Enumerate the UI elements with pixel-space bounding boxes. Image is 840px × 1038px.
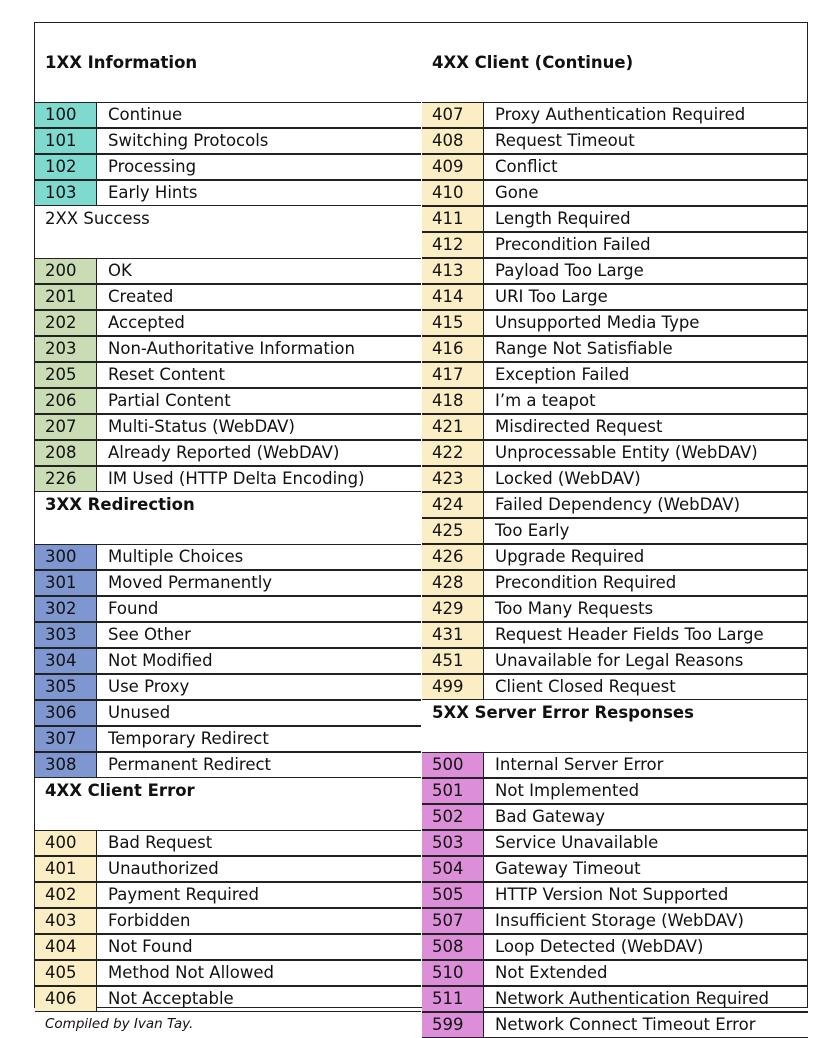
status-code: 499 — [422, 674, 484, 700]
status-description: Switching Protocols — [97, 128, 421, 154]
status-code: 425 — [422, 518, 484, 544]
status-code: 207 — [35, 414, 97, 440]
status-row — [35, 674, 421, 700]
status-code: 403 — [35, 908, 97, 934]
status-code: 305 — [35, 674, 97, 700]
status-row — [422, 492, 808, 518]
status-code: 508 — [422, 934, 484, 960]
status-description: Precondition Required — [484, 570, 808, 596]
status-row — [35, 544, 421, 570]
status-description: Failed Dependency (WebDAV) — [484, 492, 808, 518]
status-code: 431 — [422, 622, 484, 648]
status-code: 401 — [35, 856, 97, 882]
status-code: 414 — [422, 284, 484, 310]
status-code: 412 — [422, 232, 484, 258]
status-description: Bad Request — [97, 830, 421, 856]
status-row — [422, 674, 808, 700]
status-row — [35, 934, 421, 960]
status-row — [422, 154, 808, 180]
status-description: Exception Failed — [484, 362, 808, 388]
status-row — [35, 752, 421, 778]
status-description: Precondition Failed — [484, 232, 808, 258]
status-description: IM Used (HTTP Delta Encoding) — [97, 466, 421, 492]
status-row — [422, 102, 808, 128]
status-description: Accepted — [97, 310, 421, 336]
status-description: Internal Server Error — [484, 752, 808, 778]
status-row — [422, 362, 808, 388]
status-description: Early Hints — [97, 180, 421, 206]
status-description: Permanent Redirect — [97, 752, 421, 778]
status-description: Already Reported (WebDAV) — [97, 440, 421, 466]
status-description: Non-Authoritative Information — [97, 336, 421, 362]
status-code: 405 — [35, 960, 97, 986]
status-description: See Other — [97, 622, 421, 648]
section-header: 4XX Client Error — [45, 781, 195, 800]
status-description: Unused — [97, 700, 421, 726]
status-row — [35, 882, 421, 908]
status-code: 308 — [35, 752, 97, 778]
status-row — [422, 440, 808, 466]
status-code: 306 — [35, 700, 97, 726]
status-code: 200 — [35, 258, 97, 284]
status-description: Insufficient Storage (WebDAV) — [484, 908, 808, 934]
status-row — [35, 414, 421, 440]
status-description: Locked (WebDAV) — [484, 466, 808, 492]
status-description: Temporary Redirect — [97, 726, 421, 752]
status-row — [422, 232, 808, 258]
status-code: 511 — [422, 986, 484, 1012]
status-row — [422, 648, 808, 674]
status-row — [35, 830, 421, 856]
status-description: Network Authentication Required — [484, 986, 808, 1012]
section-header: 5XX Server Error Responses — [432, 703, 694, 722]
section-header: 2XX Success — [45, 209, 150, 228]
status-code: 422 — [422, 440, 484, 466]
status-code: 410 — [422, 180, 484, 206]
status-row — [422, 284, 808, 310]
status-row — [422, 882, 808, 908]
status-code: 503 — [422, 830, 484, 856]
status-code: 406 — [35, 986, 97, 1012]
status-code: 404 — [35, 934, 97, 960]
status-row — [422, 128, 808, 154]
status-row — [422, 544, 808, 570]
status-description: Service Unavailable — [484, 830, 808, 856]
status-code: 226 — [35, 466, 97, 492]
status-row — [35, 258, 421, 284]
status-code: 428 — [422, 570, 484, 596]
status-code: 208 — [35, 440, 97, 466]
status-code: 102 — [35, 154, 97, 180]
status-row — [422, 752, 808, 778]
status-description: Upgrade Required — [484, 544, 808, 570]
status-code: 201 — [35, 284, 97, 310]
status-description: Reset Content — [97, 362, 421, 388]
status-code: 203 — [35, 336, 97, 362]
status-description: Not Acceptable — [97, 986, 421, 1012]
status-row — [422, 206, 808, 232]
status-row — [422, 960, 808, 986]
status-description: Loop Detected (WebDAV) — [484, 934, 808, 960]
status-code: 409 — [422, 154, 484, 180]
status-description: Request Timeout — [484, 128, 808, 154]
status-code: 205 — [35, 362, 97, 388]
status-description: Not Found — [97, 934, 421, 960]
status-description: Multiple Choices — [97, 544, 421, 570]
status-code: 304 — [35, 648, 97, 674]
status-code: 408 — [422, 128, 484, 154]
status-code-table — [34, 22, 808, 1034]
status-description: Too Many Requests — [484, 596, 808, 622]
status-code: 402 — [35, 882, 97, 908]
status-description: Gateway Timeout — [484, 856, 808, 882]
status-code: 301 — [35, 570, 97, 596]
status-row — [35, 102, 421, 128]
status-row — [35, 284, 421, 310]
status-code: 501 — [422, 778, 484, 804]
status-description: Partial Content — [97, 388, 421, 414]
status-row — [422, 180, 808, 206]
status-description: Misdirected Request — [484, 414, 808, 440]
status-row — [35, 388, 421, 414]
status-code: 101 — [35, 128, 97, 154]
status-description: Payment Required — [97, 882, 421, 908]
status-row — [422, 570, 808, 596]
status-row — [35, 622, 421, 648]
status-row — [35, 986, 421, 1012]
status-row — [35, 570, 421, 596]
status-row — [35, 440, 421, 466]
status-description: Proxy Authentication Required — [484, 102, 808, 128]
status-row — [422, 258, 808, 284]
status-code: 307 — [35, 726, 97, 752]
status-code: 103 — [35, 180, 97, 206]
status-description: Conflict — [484, 154, 808, 180]
status-code: 429 — [422, 596, 484, 622]
status-code: 400 — [35, 830, 97, 856]
status-code: 417 — [422, 362, 484, 388]
status-code: 300 — [35, 544, 97, 570]
status-row — [35, 856, 421, 882]
status-row — [422, 310, 808, 336]
status-code: 418 — [422, 388, 484, 414]
status-description: Continue — [97, 102, 421, 128]
status-description: Length Required — [484, 206, 808, 232]
status-description: Not Implemented — [484, 778, 808, 804]
status-code: 100 — [35, 102, 97, 128]
status-code: 411 — [422, 206, 484, 232]
status-description: Found — [97, 596, 421, 622]
status-description: Unauthorized — [97, 856, 421, 882]
status-description: Use Proxy — [97, 674, 421, 700]
status-code: 502 — [422, 804, 484, 830]
status-code: 413 — [422, 258, 484, 284]
status-code: 507 — [422, 908, 484, 934]
status-code: 303 — [35, 622, 97, 648]
status-row — [35, 466, 421, 492]
status-description: Multi-Status (WebDAV) — [97, 414, 421, 440]
status-row — [422, 1012, 808, 1038]
status-description: Bad Gateway — [484, 804, 808, 830]
status-description: Network Connect Timeout Error — [484, 1012, 808, 1038]
section-header: 4XX Client (Continue) — [432, 53, 634, 72]
status-row — [35, 128, 421, 154]
status-description: Not Extended — [484, 960, 808, 986]
status-description: Request Header Fields Too Large — [484, 622, 808, 648]
status-code: 424 — [422, 492, 484, 518]
status-code: 505 — [422, 882, 484, 908]
status-code: 421 — [422, 414, 484, 440]
status-row — [35, 648, 421, 674]
status-row — [35, 154, 421, 180]
status-code: 415 — [422, 310, 484, 336]
status-description: Payload Too Large — [484, 258, 808, 284]
status-row — [35, 700, 421, 726]
status-row — [422, 908, 808, 934]
status-description: HTTP Version Not Supported — [484, 882, 808, 908]
status-row — [422, 986, 808, 1012]
status-row — [422, 518, 808, 544]
status-code: 407 — [422, 102, 484, 128]
status-code: 510 — [422, 960, 484, 986]
status-code: 416 — [422, 336, 484, 362]
status-description: Forbidden — [97, 908, 421, 934]
status-description: I’m a teapot — [484, 388, 808, 414]
status-code: 206 — [35, 388, 97, 414]
status-row — [422, 622, 808, 648]
status-row — [422, 336, 808, 362]
status-row — [422, 934, 808, 960]
status-row — [35, 908, 421, 934]
status-row — [35, 726, 421, 752]
status-description: OK — [97, 258, 421, 284]
section-header: 1XX Information — [45, 53, 198, 72]
section-header: 3XX Redirection — [45, 495, 195, 514]
status-row — [35, 362, 421, 388]
status-row — [35, 960, 421, 986]
status-description: Gone — [484, 180, 808, 206]
status-row — [422, 856, 808, 882]
status-description: Not Modified — [97, 648, 421, 674]
status-row — [422, 830, 808, 856]
status-description: Unsupported Media Type — [484, 310, 808, 336]
status-row — [422, 804, 808, 830]
status-row — [422, 388, 808, 414]
status-description: Processing — [97, 154, 421, 180]
status-description: URI Too Large — [484, 284, 808, 310]
status-code: 451 — [422, 648, 484, 674]
status-row — [35, 310, 421, 336]
status-code: 504 — [422, 856, 484, 882]
status-code: 423 — [422, 466, 484, 492]
status-description: Unavailable for Legal Reasons — [484, 648, 808, 674]
status-description: Created — [97, 284, 421, 310]
status-row — [35, 596, 421, 622]
status-row — [35, 336, 421, 362]
status-description: Too Early — [484, 518, 808, 544]
status-description: Unprocessable Entity (WebDAV) — [484, 440, 808, 466]
status-code: 302 — [35, 596, 97, 622]
status-description: Moved Permanently — [97, 570, 421, 596]
status-row — [422, 778, 808, 804]
status-description: Range Not Satisfiable — [484, 336, 808, 362]
status-code: 500 — [422, 752, 484, 778]
status-row — [422, 414, 808, 440]
footer-credit: Compiled by Ivan Tay. — [45, 1016, 194, 1032]
status-code: 599 — [422, 1012, 484, 1038]
status-description: Client Closed Request — [484, 674, 808, 700]
status-row — [422, 466, 808, 492]
status-row — [35, 180, 421, 206]
status-code: 202 — [35, 310, 97, 336]
status-description: Method Not Allowed — [97, 960, 421, 986]
status-code: 426 — [422, 544, 484, 570]
status-row — [422, 596, 808, 622]
